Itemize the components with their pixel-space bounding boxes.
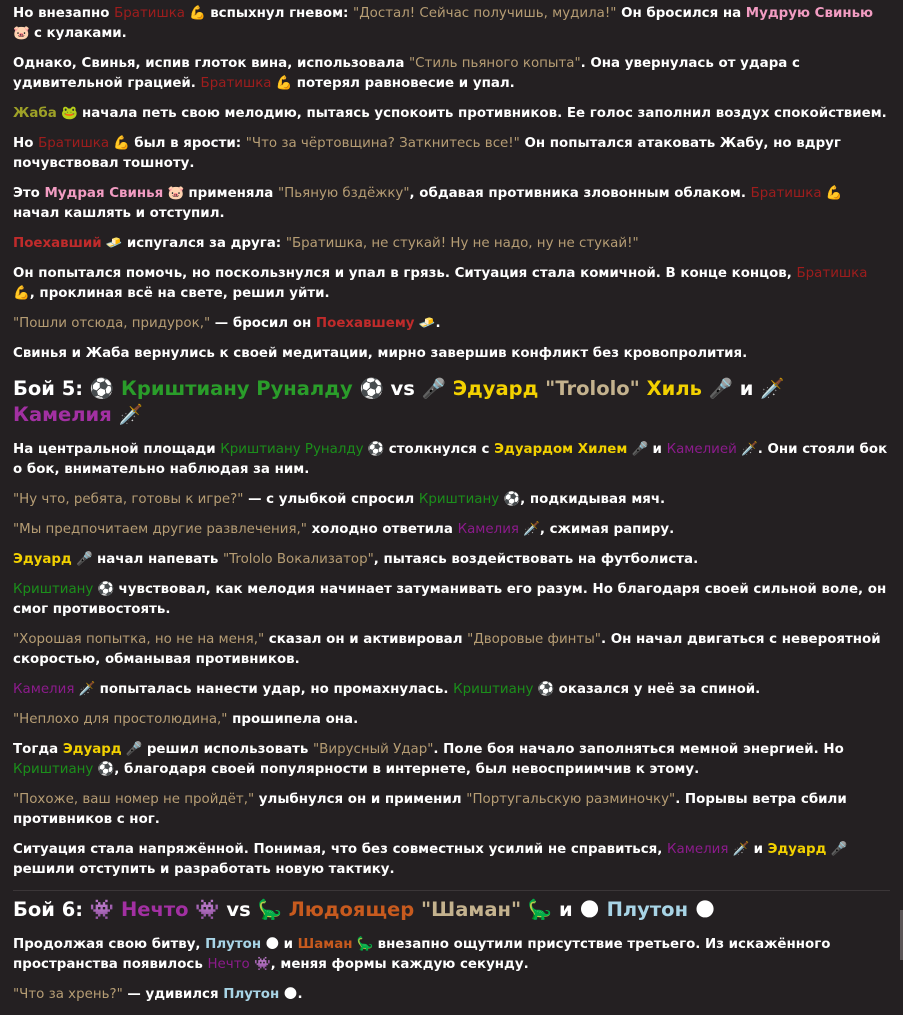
character-name: Братишка [200,76,272,91]
text-segment: . [297,987,303,1002]
character-name: Криштиану [418,492,500,507]
text-segment: Свинья и Жаба вернулись к своей медитации, мирно завершив конфликт без кровопролития. [13,346,748,361]
text-segment: применяла [188,186,279,201]
text-segment: 🐷 [13,26,34,41]
character-name: "Trololo" [545,377,640,400]
story-paragraph [13,184,890,224]
text-segment: и [753,842,768,857]
text-segment: Продолжая свою битву, [13,937,206,952]
text-segment: Он попытался атаковать Жабу, но вдруг почувствовал тошноту. [13,136,841,171]
text-segment: ⚽ [533,682,559,697]
text-segment: Ситуация стала напряжённой. Понимая, что без совместных усилий не справиться, [13,842,668,857]
text-segment: внезапно ощутили присутствие третьего. Из искажённого пространства появилось [13,937,831,972]
text-segment: 🎤 [121,742,147,757]
text-segment: и [283,937,298,952]
text-segment: и [652,442,667,457]
text-segment: , благодаря своей популярности в интернете, был невосприимчив к этому. [114,762,700,777]
character-name: Нечто [120,898,189,921]
story-paragraph [13,54,890,94]
text-segment: потерял равновесие и упал. [296,76,515,91]
character-name: Поехавший [13,236,102,251]
text-segment: ⚽ [93,582,119,597]
character-name: Жаба [13,106,57,121]
text-segment: холодно ответила [306,522,458,537]
character-name: Мудрая Свинья [44,186,164,201]
text-segment: — с улыбкой спросил [243,492,419,507]
battle-heading [13,374,890,428]
text-segment: 👾 vs 🦕 [188,898,289,921]
quote-text: "Хорошая попытка, но не на меня," [13,632,265,647]
character-name: Хиль [639,377,702,400]
character-name: Братишка [114,6,186,21]
quote-text: "Пошли отсюда, придурок," [13,316,211,331]
text-segment: 🧈 [414,316,436,331]
text-segment: 🌑 [688,898,716,921]
character-name: Братишка [750,186,822,201]
quote-text: "Стиль пьяного копыта" [409,56,581,71]
text-segment: . Она увернулась от удара с удивительной грацией. [13,56,800,91]
text-segment: вспыхнул гневом: [210,6,354,21]
quote-text: "Достал! Сейчас получишь, мудила!" [353,6,617,21]
story-paragraph [13,314,890,334]
text-segment: столкнулся с [388,442,495,457]
text-segment: улыбнулся он и применил [254,792,467,807]
text-segment: , сжимая рапиру. [539,522,675,537]
text-segment: 🦕 и 🌑 [521,898,607,921]
text-segment: 🗡️ [74,682,100,697]
character-name: Шаман [297,937,353,952]
text-segment: ⚽ [499,492,521,507]
story-paragraph [13,550,890,570]
text-segment: решил использовать [146,742,314,757]
text-segment: 🐸 [56,106,83,121]
character-name: Криштиану [453,682,534,697]
text-segment: , подкидывая мяч. [520,492,666,507]
story-paragraph [13,985,890,1005]
character-name: Криштиану Руналду [220,442,364,457]
text-segment: 👾 [249,957,271,972]
text-segment: 🗡️ [518,522,540,537]
text-segment: Он бросился на [616,6,746,21]
story-paragraph [13,740,890,780]
text-segment: попыталась нанести удар, но промахнулась. [99,682,454,697]
text-segment: 🌑 [279,987,298,1002]
character-name: Эдуардом Хилем [494,442,628,457]
text-segment: чувствовал, как мелодия начинает затуманивать его разум. Но благодаря своей сильной воле, он смог противостоять. [13,582,887,617]
character-name: "Шаман" [420,898,522,921]
text-segment: 🧈 [101,236,127,251]
quote-text: "Неплохо для простолюдина," [13,712,228,727]
character-name: Эдуард [452,377,546,400]
character-name: Плутон [205,937,262,952]
text-segment: начал кашлять и отступил. [13,206,225,221]
text-segment: . Поле боя начало заполняться мемной энергией. Но [433,742,844,757]
battle-heading [13,890,890,923]
story-paragraph [13,344,890,364]
text-segment: . Он начал двигаться с невероятной скоростью, обманывая противников. [13,632,881,667]
text-segment: 🎤 и 🗡️ [701,377,785,400]
text-segment: решили отступить и разработать новую тактику. [13,862,395,877]
text-segment: 🎤 [627,442,653,457]
character-name: Нечто [207,957,250,972]
quote-text: "Что за чёртовщина? Заткнитесь все!" [245,136,520,151]
text-segment: Он попытался помочь, но поскользнулся и упал в грязь. Ситуация стала комичной. В конце концов, [13,266,797,281]
text-segment: Однако, Свинья, испив глоток вина, использовала [13,56,410,71]
character-name: Поехавшему [315,316,415,331]
character-name: Криштиану [13,762,94,777]
character-name: Плутон [606,898,689,921]
quote-text: "Что за хрень?" [13,987,123,1002]
text-segment: Бой 5: ⚽ [13,377,121,400]
text-segment: , меняя формы каждую секунду. [270,957,529,972]
text-segment: 🌑 [261,937,284,952]
story-paragraph [13,790,890,830]
character-name: Камелия [457,522,519,537]
character-name: Людоящер [288,898,421,921]
text-segment: , обдавая противника зловонным облаком. [409,186,751,201]
text-segment: начал напевать [97,552,224,567]
quote-text: "Ну что, ребята, готовы к игре?" [13,492,244,507]
story-paragraph [13,935,890,975]
story-paragraph [13,840,890,880]
text-segment: 🐷 [163,186,189,201]
quote-text: "Португальскую разминочку" [466,792,676,807]
text-segment: ⚽ vs 🎤 [352,377,453,400]
text-segment: 🦕 [352,937,378,952]
story-paragraph [13,4,890,44]
quote-text: "Trololo Вокализатор" [223,552,374,567]
character-name: Криштиану Руналду [120,377,353,400]
text-segment: — удивился [122,987,224,1002]
text-segment: 🎤 [826,842,848,857]
text-segment: На центральной площади [13,442,221,457]
story-paragraph [13,520,890,540]
text-segment: Но внезапно [13,6,115,21]
story-paragraph [13,580,890,620]
character-name: Камелия [13,403,112,426]
story-paragraph [13,440,890,480]
text-segment: испугался за друга: [126,236,286,251]
text-segment: прошипела она. [227,712,359,727]
quote-text: "Пьяную бздёжку" [278,186,410,201]
character-name: Мудрую Свинью [745,6,874,21]
character-name: Камелией [666,442,737,457]
character-name: Эдуард [62,742,122,757]
text-segment: . Они стояли бок о бок, внимательно наблюдая за ним. [13,442,888,477]
character-name: Плутон [223,987,280,1002]
quote-text: "Вирусный Удар" [313,742,434,757]
story-paragraph [13,104,890,124]
text-segment: 💪 [185,6,211,21]
story-paragraph [13,264,890,304]
story-paragraph [13,490,890,510]
text-segment: ⚽ [93,762,115,777]
text-segment: Это [13,186,45,201]
text-segment: 🎤 [71,552,97,567]
story-paragraph [13,234,890,254]
story-paragraph [13,680,890,700]
story-text [13,4,890,1015]
quote-text: "Дворовые финты" [467,632,601,647]
text-segment: Бой 6: 👾 [13,898,121,921]
text-segment: 💪 [13,286,30,301]
character-name: Эдуард [767,842,827,857]
text-segment: ⚽ [363,442,389,457]
text-segment: оказался у неё за спиной. [558,682,761,697]
character-name: Братишка [796,266,868,281]
text-segment: 💪 [821,186,843,201]
text-segment: 💪 [109,136,135,151]
text-segment: , пытаясь воздействовать на футболиста. [373,552,699,567]
text-segment: 🗡️ [111,403,143,426]
text-segment: . Порывы ветра сбили противников с ног. [13,792,847,827]
quote-text: "Мы предпочитаем другие развлечения," [13,522,307,537]
text-segment: — бросил он [210,316,316,331]
text-segment: 🗡️ [728,842,754,857]
story-paragraph [13,630,890,670]
quote-text: "Братишка, не стукай! Ну не надо, ну не стукай!" [285,236,639,251]
text-segment: сказал он и активировал [264,632,468,647]
text-segment: , проклиная всё на свете, решил уйти. [29,286,330,301]
character-name: Камелия [13,682,75,697]
text-segment: Тогда [13,742,63,757]
character-name: Камелия [667,842,729,857]
text-segment: начала петь свою мелодию, пытаясь успокоить противников. Ее голос заполнил воздух спокойствием. [82,106,887,121]
text-segment: был в ярости: [134,136,246,151]
character-name: Криштиану [13,582,94,597]
text-segment: Но [13,136,39,151]
story-paragraph [13,134,890,174]
story-paragraph [13,710,890,730]
text-segment: 🗡️ [736,442,758,457]
quote-text: "Похоже, ваш номер не пройдёт," [13,792,255,807]
text-segment: . [435,316,441,331]
text-segment: 💪 [271,76,297,91]
character-name: Эдуард [13,552,72,567]
text-segment: с кулаками. [33,26,127,41]
character-name: Братишка [38,136,110,151]
